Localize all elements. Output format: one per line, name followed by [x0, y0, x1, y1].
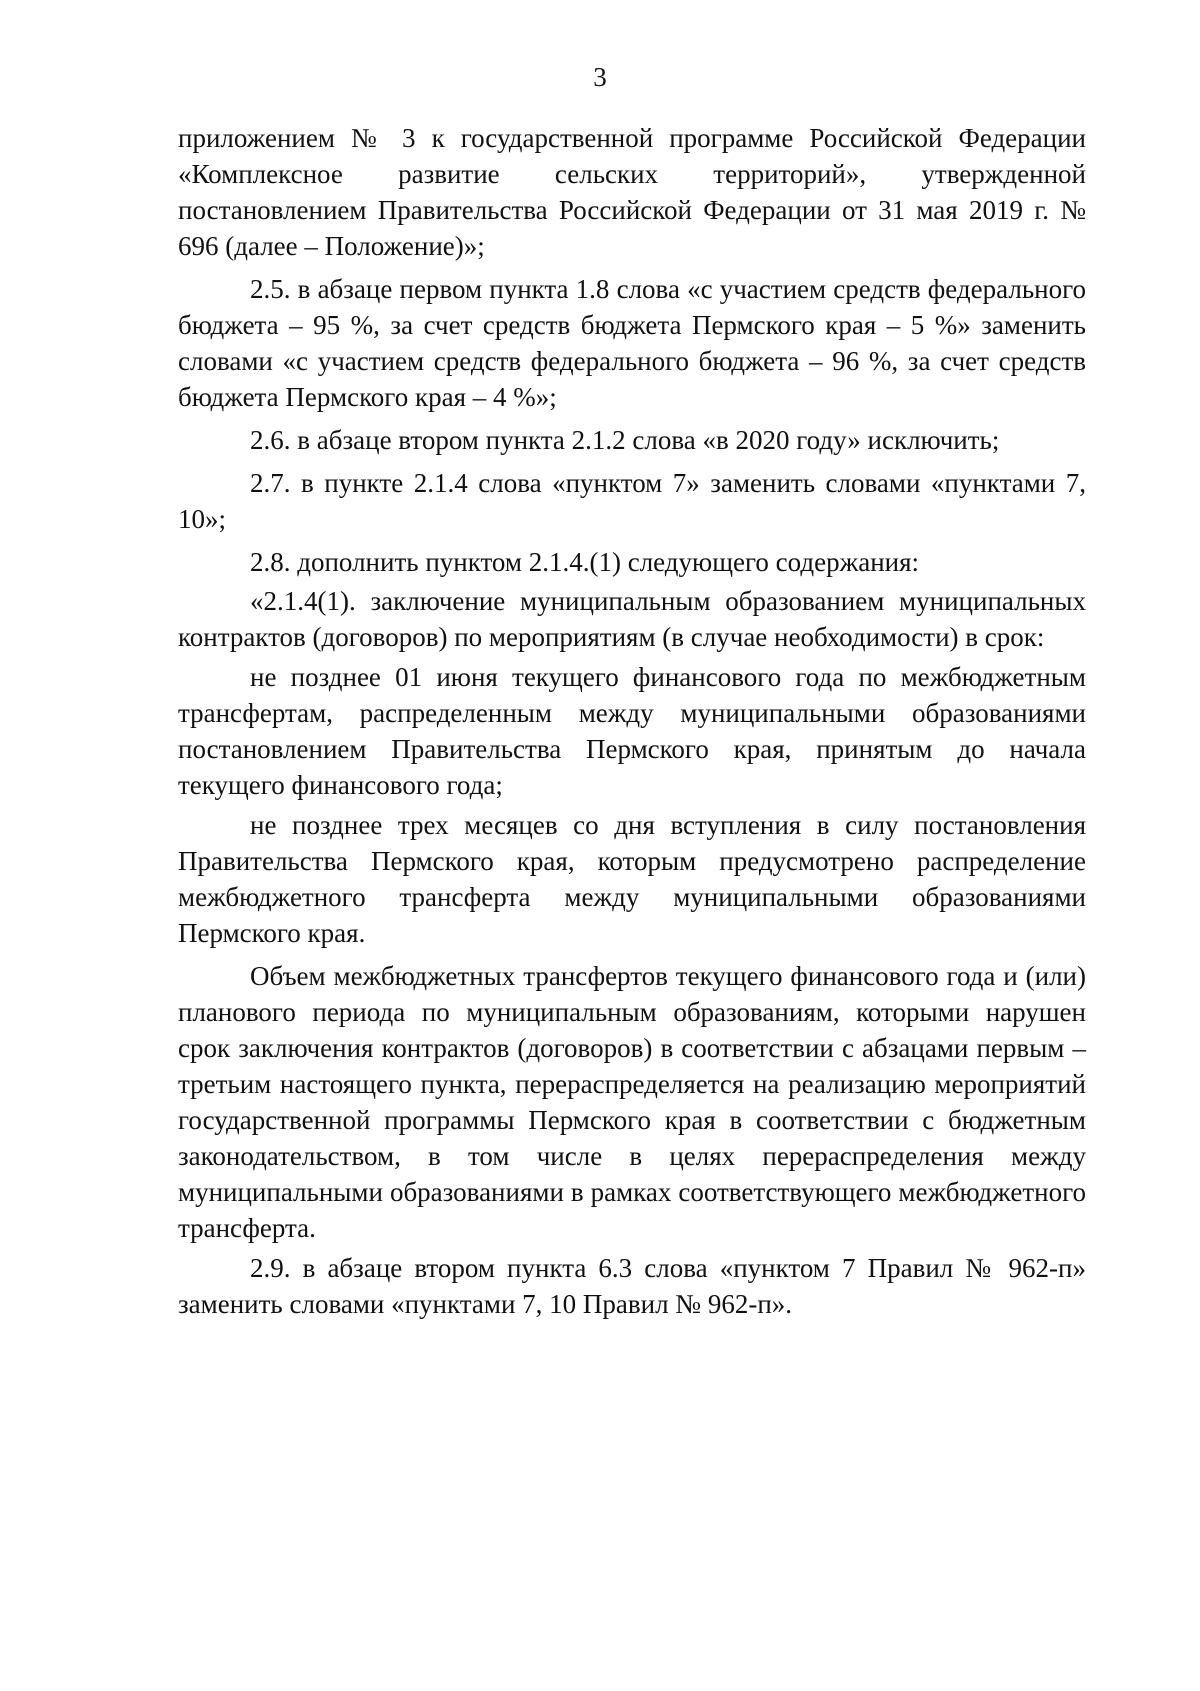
paragraph-item-2-7: 2.7. в пункте 2.1.4 слова «пунктом 7» заменить словами «пунктами 7, 10»; [178, 468, 1086, 534]
paragraph-item-2-5: 2.5. в абзаце первом пункта 1.8 слова «с участием средств федерального бюджета – 95 %, за счет средств бюджета Пермского края – 5 %» заменить словами «с участием средств федерального бюджета – 96 %, за счет средств бюджета Пермского края – 4 %»; [178, 274, 1086, 412]
paragraph-item-2-9: 2.9. в абзаце втором пункта 6.3 слова «пунктом 7 Правил № 962-п» заменить словами «пунктами 7, 10 Правил № 962-п». [178, 1253, 1086, 1319]
paragraph-deadline-2: не позднее трех месяцев со дня вступления в силу постановления Правительства Пермского края, которым предусмотрено распределение межбюджетного трансферта между муниципальными образованиями Пермского края. [178, 810, 1086, 948]
paragraph-quoted-2-1-4-1: «2.1.4(1). заключение муниципальным образованием муниципальных контрактов (договоров) по мероприятиям (в случае необходимости) в срок: [178, 586, 1086, 652]
paragraph-item-2-6: 2.6. в абзаце втором пункта 2.1.2 слова «в 2020 году» исключить; [250, 425, 1000, 455]
document-body [178, 120, 1086, 1322]
paragraph-redistribution: Объем межбюджетных трансфертов текущего финансового года и (или) планового периода по муниципальным образованиям, которыми нарушен срок заключения контрактов (договоров) в соответствии с абзацами первым – третьим настоящего пункта, перераспределяется на реализацию мероприятий государственной программы Пермского края в соответствии с бюджетным законодательством, в том числе в целях перераспределения между муниципальными образованиями в рамках соответствующего межбюджетного трансферта. [178, 961, 1086, 1243]
paragraph-deadline-1: не позднее 01 июня текущего финансового года по межбюджетным трансфертам, распределенным между муниципальными образованиями постановлением Правительства Пермского края, принятым до начала текущего финансового года; [178, 662, 1086, 800]
page-number: 3 [593, 62, 607, 92]
paragraph-continuation: приложением № 3 к государственной программе Российской Федерации «Комплексное развитие сельских территорий», утвержденной постановлением Правительства Российской Федерации от 31 мая 2019 г. № 696 (далее – Положение)»; [178, 123, 1086, 261]
paragraph-item-2-8: 2.8. дополнить пунктом 2.1.4.(1) следующего содержания: [250, 547, 920, 577]
